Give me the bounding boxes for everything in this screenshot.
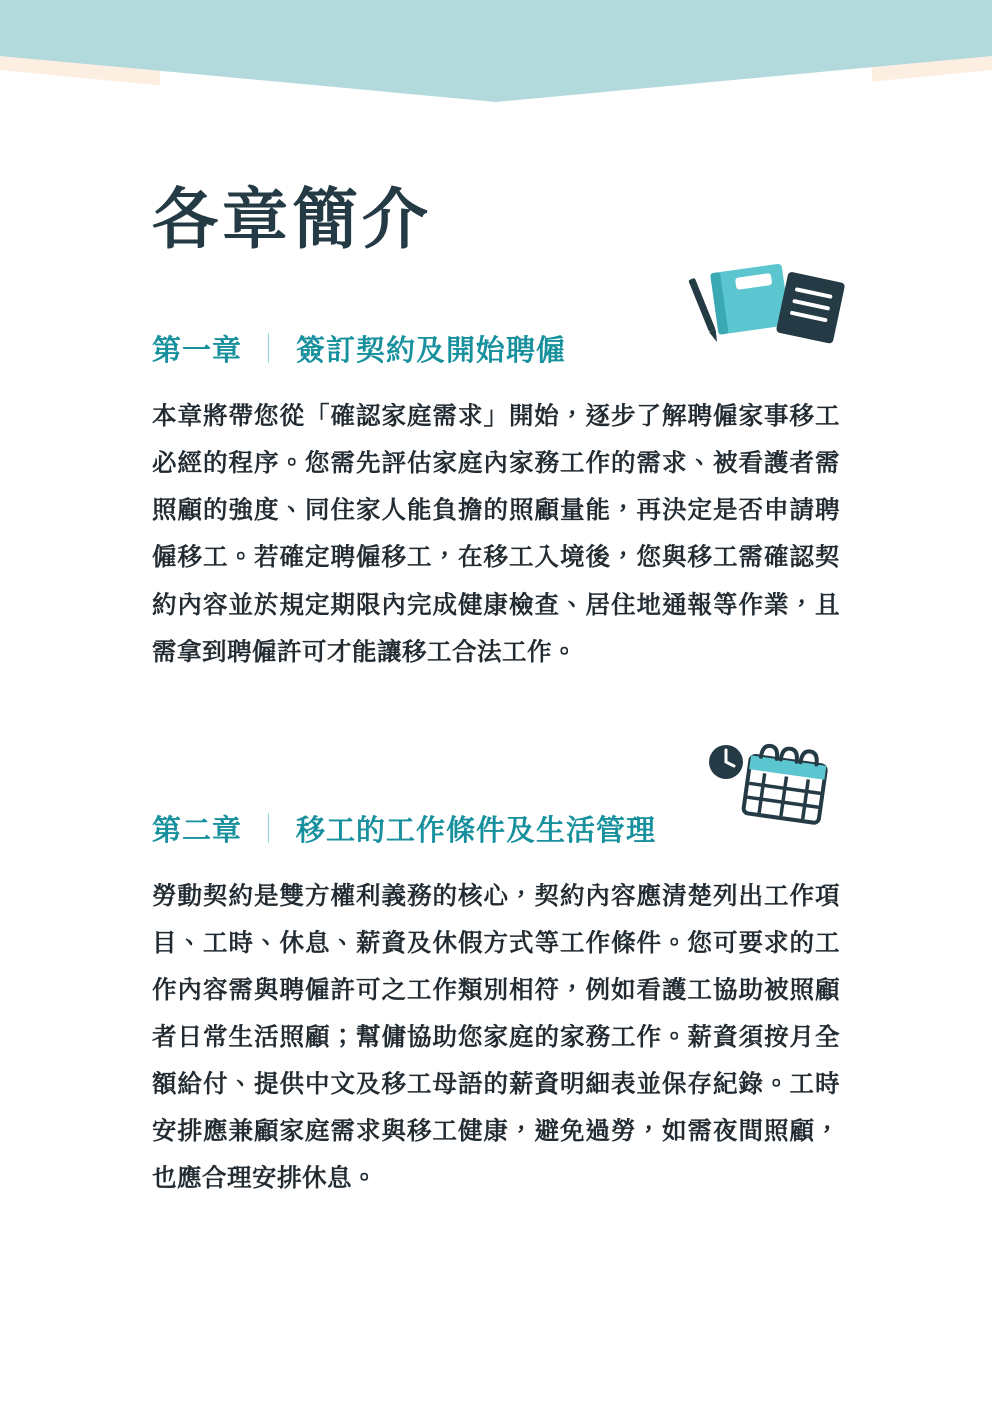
chapter-title: 移工的工作條件及生活管理	[296, 814, 657, 847]
chapter-body: 本章將帶您從「確認家庭需求」開始，逐步了解聘僱家事移工必經的程序。您需先評估家庭內家務工作的需求、被看護者需照顧的強度、同住家人能負擔的照顧量能，再決定是否申請聘僱移工。若確定聘僱移工，在移工入境後，您與移工需確認契約內容並於規定期限內完成健康檢查、居住地通報等作業，且需拿到聘僱許可才能讓移工合法工作。	[152, 403, 840, 666]
page-title: 各章簡介	[152, 181, 432, 258]
chapter-number: 第一章	[152, 334, 243, 367]
chapter-section-2	[152, 808, 840, 1203]
page-content	[0, 120, 992, 1227]
notebook-pen-icon	[677, 262, 852, 352]
decorative-top-band	[0, 0, 992, 120]
chapter-separator: ｜	[254, 813, 285, 846]
chapter-section-1	[152, 328, 840, 676]
chapter-body: 勞動契約是雙方權利義務的核心，契約內容應清楚列出工作項目、工時、休息、薪資及休假方式等工作條件。您可要求的工作內容需與聘僱許可之工作類別相符，例如看護工協助被照顧者日常生活照顧；幫傭協助您家庭的家務工作。薪資須按月全額給付、提供中文及移工母語的薪資明細表並保存紀錄。工時安排應兼顧家庭需求與移工健康，避免過勞，如需夜間照顧，也應合理安排休息。	[152, 883, 840, 1193]
chapter-number: 第二章	[152, 814, 243, 847]
calendar-clock-icon	[704, 736, 834, 836]
chapter-title: 簽訂契約及開始聘僱	[296, 334, 567, 367]
chapter-separator: ｜	[254, 333, 285, 366]
